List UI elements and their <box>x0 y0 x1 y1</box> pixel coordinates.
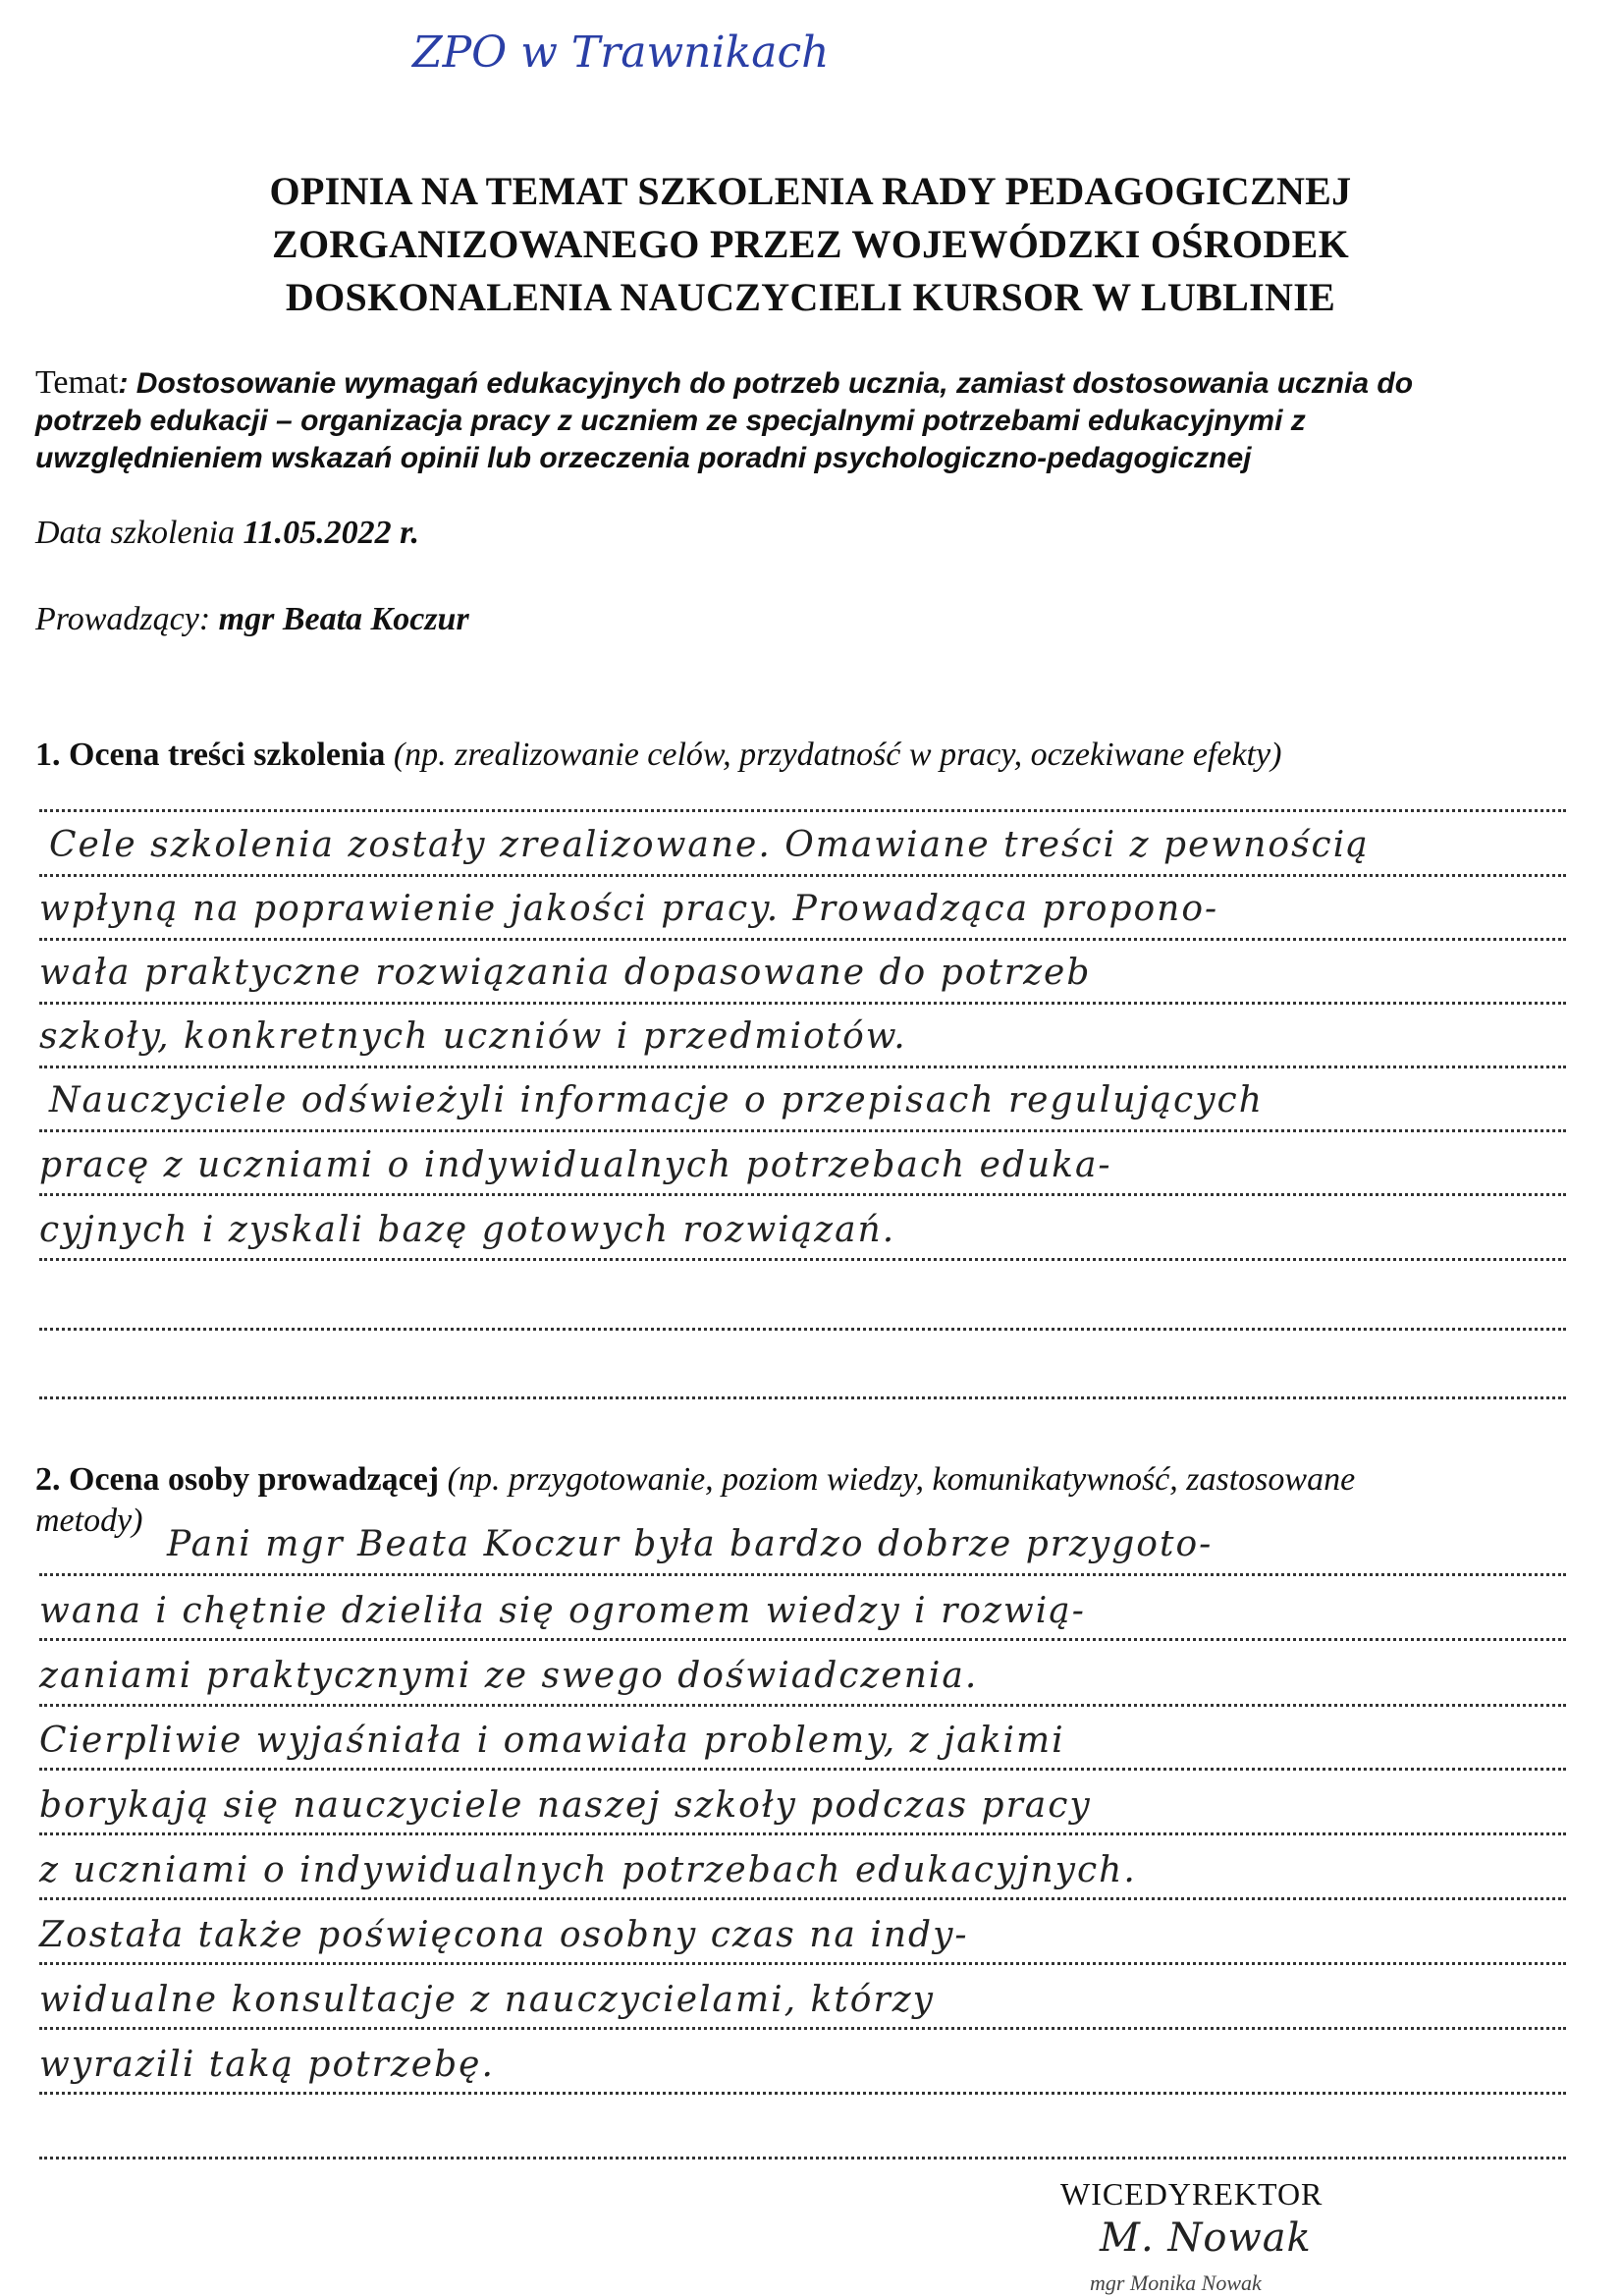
vice-director-stamp: WICEDYREKTOR <box>1060 2176 1324 2212</box>
section-1-title: Ocena treści szkolenia <box>69 737 386 773</box>
signatory-name-stamp: mgr Monika Nowak <box>1090 2270 1262 2295</box>
section-2-dotted-line <box>39 1962 1566 1965</box>
section-1-dotted-line <box>39 1258 1566 1261</box>
section-1-handwritten-line: pracę z uczniami o indywidualnych potrzebach eduka- <box>39 1145 1112 1185</box>
topic-line-2: potrzeb edukacji – organizacja pracy z uczniem ze specjalnymi potrzebami edukacyjnymi z <box>35 405 1306 437</box>
section-2-number: 2. <box>35 1461 69 1498</box>
section-2-dotted-line <box>39 1768 1566 1771</box>
section-2-dotted-line <box>39 1897 1566 1900</box>
section-2-dotted-line <box>39 1832 1566 1835</box>
section-2-hint: (np. przygotowanie, poziom wiedzy, komunikatywność, zastosowane <box>439 1461 1356 1498</box>
section-1-handwritten-line: Cele szkolenia zostały zrealizowane. Omawiane treści z pewnością <box>49 825 1370 865</box>
section-1-dotted-line <box>39 1066 1566 1068</box>
training-date <box>35 515 419 552</box>
document-title-line-3: DOSKONALENIA NAUCZYCIELI KURSOR W LUBLINIE <box>285 275 1336 319</box>
section-1-handwritten-line: cyjnych i zyskali bazę gotowych rozwiązań. <box>39 1210 896 1250</box>
section-2-dotted-line <box>39 2027 1566 2030</box>
section-1-dotted-line <box>39 1002 1566 1005</box>
section-2-handwritten-line: Została także poświęcona osobny czas na indy- <box>39 1915 969 1955</box>
section-2-handwritten-line: borykają się nauczyciele naszej szkoły podczas pracy <box>39 1785 1092 1826</box>
trainer <box>35 601 469 638</box>
topic-label: Temat <box>35 364 119 401</box>
training-date-label: Data szkolenia <box>35 515 243 551</box>
document-title-line-2: ZORGANIZOWANEGO PRZEZ WOJEWÓDZKI OŚRODEK <box>272 222 1349 266</box>
section-2-handwritten-line: zaniami praktycznymi ze swego doświadczenia. <box>39 1656 979 1696</box>
topic-text-1: : Dostosowanie wymagań edukacyjnych do potrzeb ucznia, zamiast dostosowania ucznia do <box>118 367 1414 400</box>
section-1-heading <box>35 737 1281 774</box>
section-1-handwritten-line: szkoły, konkretnych uczniów i przedmiotów. <box>39 1016 907 1057</box>
section-2-handwritten-line: Pani mgr Beata Koczur była bardzo dobrze przygoto- <box>167 1524 1214 1564</box>
section-2-hint-continued: metody) <box>35 1503 143 1539</box>
trainer-value: mgr Beata Koczur <box>218 601 469 637</box>
training-date-value: 11.05.2022 r. <box>243 515 420 551</box>
section-2-dotted-line <box>39 2157 1566 2159</box>
section-1-handwritten-line: wała praktyczne rozwiązania dopasowane do potrzeb <box>39 953 1092 993</box>
section-2-handwritten-line: Cierpliwie wyjaśniała i omawiała problemy, z jakimi <box>39 1721 1065 1761</box>
section-1-dotted-line <box>39 874 1566 877</box>
topic-line-3: uwzględnieniem wskazań opinii lub orzeczenia poradni psychologiczno-pedagogicznej <box>35 442 1252 474</box>
topic-line-1 <box>35 363 1596 403</box>
section-2-handwritten-line: wana i chętnie dzieliła się ogromem wiedzy i rozwią- <box>39 1591 1086 1631</box>
section-2-handwritten-line: widualne konsultacje z nauczycielami, którzy <box>39 1980 935 2020</box>
section-1-dotted-line <box>39 809 1566 812</box>
section-1-dotted-line <box>39 1328 1566 1331</box>
section-1-dotted-line <box>39 1193 1566 1196</box>
section-2-dotted-line <box>39 2092 1566 2095</box>
section-1-handwritten-line: Nauczyciele odświeżyli informacje o przepisach regulujących <box>49 1080 1264 1121</box>
trainer-label: Prowadzący: <box>35 601 219 637</box>
section-1-dotted-line <box>39 1396 1566 1399</box>
section-1-dotted-line <box>39 938 1566 941</box>
section-2-handwritten-line: wyrazili taką potrzebę. <box>39 2045 495 2085</box>
signature: M. Nowak <box>1100 2215 1312 2261</box>
section-1-dotted-line <box>39 1129 1566 1132</box>
section-2-heading <box>35 1461 1355 1499</box>
document-title-line-1: OPINIA NA TEMAT SZKOLENIA RADY PEDAGOGICZNEJ <box>269 169 1352 213</box>
school-handwritten-note: ZPO w Trawnikach <box>412 27 830 78</box>
section-1-handwritten-line: wpłyną na poprawienie jakości pracy. Prowadząca propono- <box>39 889 1219 929</box>
topic-block <box>35 363 1596 477</box>
section-2-title: Ocena osoby prowadzącej <box>69 1461 440 1498</box>
section-2-dotted-line <box>39 1638 1566 1641</box>
section-2-dotted-line <box>39 1704 1566 1707</box>
section-1-hint: (np. zrealizowanie celów, przydatność w pracy, oczekiwane efekty) <box>385 737 1282 773</box>
section-2-handwritten-line: z uczniami o indywidualnych potrzebach edukacyjnych. <box>39 1850 1137 1890</box>
section-2-dotted-line <box>39 1573 1566 1576</box>
section-1-number: 1. <box>35 737 69 773</box>
